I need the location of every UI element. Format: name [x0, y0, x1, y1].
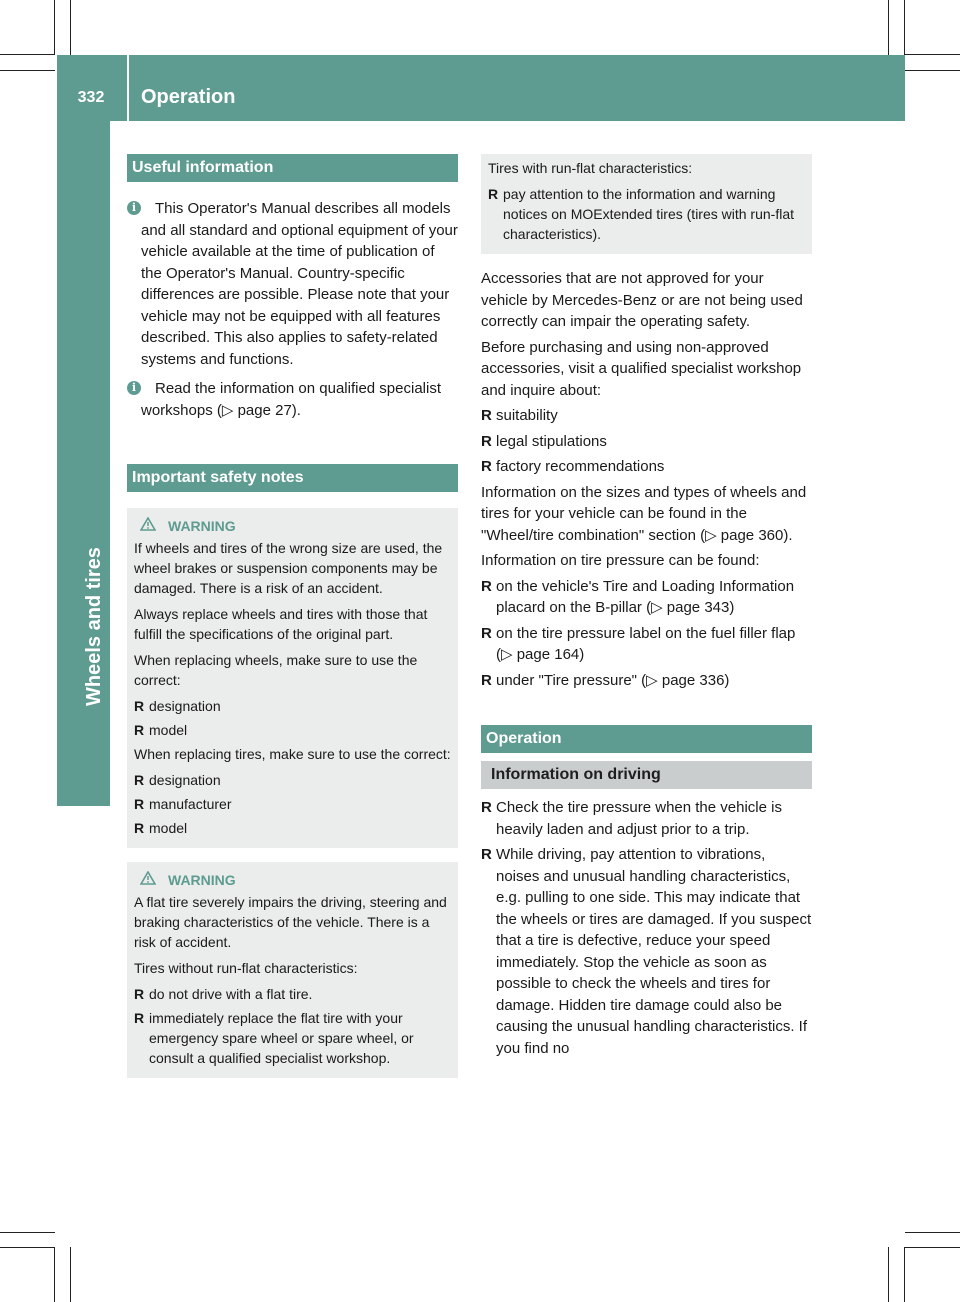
page-title: Operation [141, 86, 236, 108]
info-note-text: Read the information on qualified specialist workshops (▷ page 27). [141, 380, 442, 419]
right-column [481, 154, 812, 1063]
body-paragraph: Information on the sizes and types of wheels and tires for your vehicle can be found in the "Wheel/tire combination" section (▷ page 360). [481, 483, 807, 544]
bullet-list [488, 184, 805, 244]
page-number: 332 [77, 89, 105, 106]
crop-mark [70, 0, 71, 55]
crop-mark [54, 1247, 55, 1302]
list-item: R factory recommendations [481, 456, 812, 478]
warning-text: When replacing wheels, make sure to use the correct: [134, 652, 418, 688]
warning-text: A flat tire severely impairs the driving, steering and braking characteristics of the vehicle. There is a risk of accident. [134, 894, 447, 950]
bullet-icon: R [481, 458, 492, 475]
section-heading-operation: Operation [481, 725, 812, 753]
list-item: R model [134, 820, 188, 836]
bullet-list [134, 770, 451, 838]
bullet-icon: R [481, 846, 492, 863]
crop-mark [0, 1247, 55, 1248]
bullet-icon: R [134, 698, 145, 714]
bullet-icon: R [481, 432, 492, 450]
body-paragraph: Information on tire pressure can be found: [481, 552, 760, 569]
bullet-list [481, 797, 812, 1059]
bullet-list [134, 696, 451, 740]
list-item: R legal stipulations [481, 431, 812, 453]
note-text: Tires with run-flat characteristics: [488, 160, 693, 176]
left-column [127, 154, 458, 1078]
crop-mark [54, 0, 55, 55]
crop-mark [904, 1247, 905, 1302]
info-note [127, 198, 458, 370]
info-note [127, 378, 458, 421]
bullet-list [134, 984, 451, 1068]
run-flat-note-box [481, 154, 812, 254]
subsection-heading-information-on-driving: Information on driving [481, 761, 812, 789]
bullet-icon: R [134, 722, 145, 738]
warning-triangle-icon [140, 516, 156, 536]
body-paragraph: Before purchasing and using non-approved accessories, visit a qualified specialist workshop and inquire about: [481, 338, 802, 399]
crop-mark [904, 0, 905, 55]
bullet-icon: R [481, 799, 492, 816]
crop-mark [0, 54, 55, 55]
bullet-icon: R [481, 577, 492, 595]
warning-header [134, 516, 451, 536]
warning-box [127, 508, 458, 848]
crop-mark [905, 1247, 960, 1248]
warning-text: If wheels and tires of the wrong size are used, the wheel brakes or suspension components may be damaged. There is a risk of an accident. [134, 540, 443, 596]
bullet-list [481, 405, 812, 478]
list-item: R under "Tire pressure" (▷ page 336) [481, 670, 812, 692]
list-item: R designation [134, 698, 221, 714]
bullet-icon: R [481, 671, 492, 689]
list-item: R model [134, 722, 188, 738]
crop-mark [905, 1232, 960, 1233]
list-item: R pay attention to the information and warning notices on MOExtended tires (tires with run-flat characteristics). [488, 186, 795, 242]
crop-mark [905, 70, 960, 71]
warning-text: Tires without run-flat characteristics: [134, 960, 358, 976]
bullet-icon: R [134, 820, 145, 836]
list-item: R immediately replace the flat tire with your emergency spare wheel or spare wheel, or consult a qualified specialist workshop. [134, 1010, 414, 1066]
section-heading-useful-information: Useful information [127, 154, 458, 182]
crop-mark [0, 1232, 55, 1233]
bullet-icon: R [134, 796, 145, 812]
list-item: R Check the tire pressure when the vehicle is heavily laden and adjust prior to a trip. [481, 799, 782, 838]
chapter-tab-label: Wheels and tires [83, 547, 105, 706]
bullet-list [481, 576, 812, 692]
warning-text: Always replace wheels and tires with those that fulfill the specifications of the original part. [134, 606, 428, 642]
chapter-side-tab [57, 121, 110, 806]
list-item: R manufacturer [134, 796, 232, 812]
warning-label: WARNING [168, 872, 236, 888]
warning-box [127, 862, 458, 1078]
bullet-icon: R [488, 186, 499, 202]
list-item: R on the tire pressure label on the fuel filler flap (▷ page 164) [481, 624, 796, 663]
bullet-icon: R [481, 624, 492, 642]
bullet-icon: R [134, 1010, 145, 1026]
list-item: R suitability [481, 405, 812, 427]
warning-triangle-icon [140, 870, 156, 890]
bullet-icon: R [481, 407, 492, 424]
header-separator [127, 55, 129, 121]
section-heading-important-safety-notes: Important safety notes [127, 464, 458, 492]
list-item: R do not drive with a flat tire. [134, 986, 313, 1002]
page-header [57, 55, 905, 121]
list-item: R While driving, pay attention to vibrations, noises and unusual handling characteristics, e.g. pulling to one side. This may indicate that the wheels or tires are damaged. If you suspect that a tire is defective, reduce your speed immediately. Stop the vehicle as soon as possible to check the wheels and tires for damage. Hidden tire damage could also be causing the unusual handling characteristics. If you find no [481, 846, 812, 1057]
crop-mark [888, 1247, 889, 1302]
crop-mark [70, 1247, 71, 1302]
warning-header [134, 870, 451, 890]
warning-text: When replacing tires, make sure to use the correct: [134, 746, 451, 762]
crop-mark [0, 70, 55, 71]
bullet-icon: R [134, 772, 145, 788]
info-note-text: This Operator's Manual describes all models and all standard and optional equipment of your vehicle available at the time of publication of the Operator's Manual. Country-specific differences are possible. Please note that your vehicle may not be equipped with all features described. This also applies to safety-related systems and functions. [141, 200, 458, 368]
crop-mark [905, 54, 960, 55]
info-icon: i [127, 381, 141, 395]
list-item: R designation [134, 772, 221, 788]
info-icon: i [127, 201, 141, 215]
bullet-icon: R [134, 986, 145, 1002]
crop-mark [888, 0, 889, 55]
list-item: R on the vehicle's Tire and Loading Information placard on the B-pillar (▷ page 343) [481, 577, 795, 616]
warning-label: WARNING [168, 518, 236, 534]
body-paragraph: Accessories that are not approved for your vehicle by Mercedes-Benz or are not being used correctly can impair the operating safety. [481, 270, 803, 330]
